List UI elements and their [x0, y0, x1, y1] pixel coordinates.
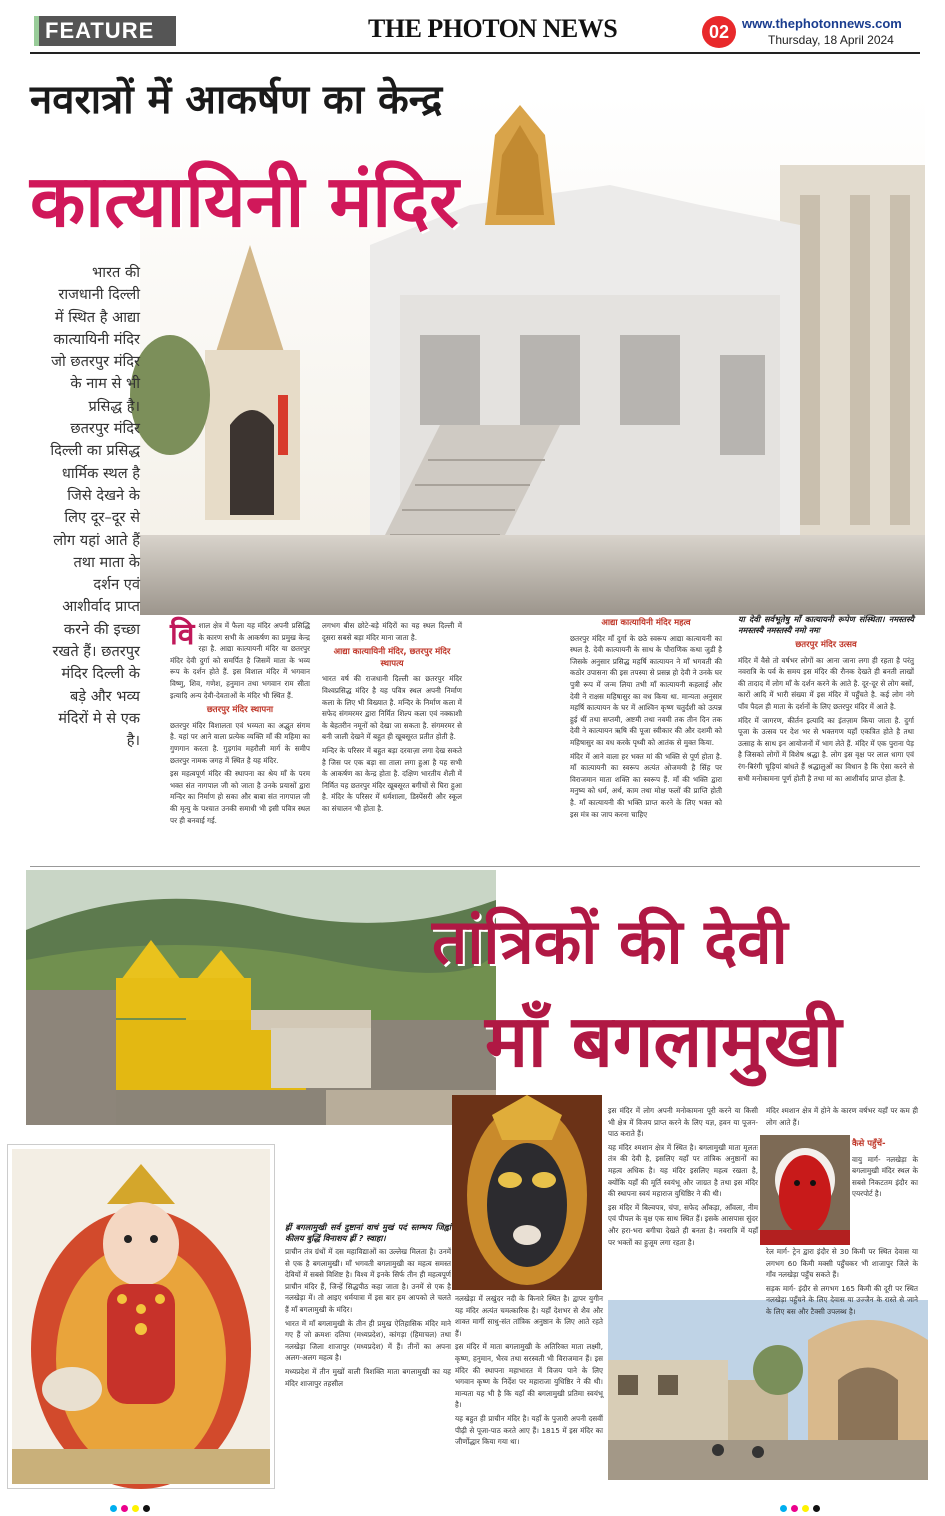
story2-road-route: सड़क मार्ग- इंदौर से लगभग 165 किमी की दूरी पर स्थित नलखेड़ा पहुँचने के लिए देवास या उज्जैन के रास्ते से जाने के लिए बस और टैक्सी उपलब्ध है।: [766, 1283, 918, 1316]
black-dot: [813, 1505, 820, 1512]
story2-air-route: वायु मार्ग- नलखेड़ा के बगलामुखी मंदिर स्थल के सबसे निकटतम इंदौर का एयरपोर्ट है।: [852, 1154, 918, 1199]
story2-col2-para3: यह बहुत ही प्राचीन मंदिर है। यहाँ के पुजारी अपनी दसवीं पीढ़ी से पूजा-पाठ करते आए हैं। 1815 में इस मंदिर का जीर्णोद्धार किया गया था।: [455, 1413, 603, 1447]
story2-column-4-top: [766, 1105, 918, 1135]
story2-column-4-routes: [766, 1246, 918, 1316]
story2-col3-para2: यह मंदिर श्मशान क्षेत्र में स्थित है। बगलामुखी माता मूलतः तंत्र की देवी है, इसलिए यहाँ पर तांत्रिक अनुष्ठानों का महत्व अधिक है। यह मंदिर इसलिए महत्व रखता है, क्योंकि यहाँ की मूर्ति स्वयंभू और जाग्रत है तथा इस मंदिर की स्थापना स्वयं महाराज युधिष्ठिर ने की थी।: [608, 1142, 758, 1199]
story1-col2-subhead: आद्या कात्यायिनी मंदिर, छतरपुर मंदिर स्थापत्य: [333, 647, 451, 669]
story1-column-2: [322, 620, 462, 860]
story1-col4-subhead: छतरपुर मंदिर उत्सव: [795, 640, 857, 650]
story2-rail-route: रेल मार्ग- ट्रेन द्वारा इंदौर से 30 किमी पर स्थित देवास या लगभग 60 किमी मक्सी पहुँचकर भी शाजापुर जिले के गाँव नलखेड़ा पहुँच सकते हैं।: [766, 1247, 918, 1280]
red-idol-photo: [760, 1135, 850, 1245]
baglamukhi-temple-photo: [26, 870, 496, 1125]
story2-column-4-beside: [852, 1135, 918, 1245]
cyan-dot: [110, 1505, 117, 1512]
cyan-dot: [780, 1505, 787, 1512]
page-number-badge: 02: [702, 16, 736, 48]
story1-col1-subhead: छतरपुर मंदिर स्थापना: [206, 705, 274, 716]
story2-headline-line1: तांत्रिकों की देवी: [432, 905, 788, 978]
story2-col1-para2: भारत में माँ बगलामुखी के तीन ही प्रमुख ऐतिहासिक मंदिर माने गए हैं जो क्रमशः दतिया (मध्यप्रदेश), कांगड़ा (हिमाचल) तथा नलखेड़ा जिला शाजापुर (मध्यप्रदेश) में हैं। तीनों का अपना अलग-अलग महत्व है।: [285, 1318, 451, 1363]
masthead: THE PHOTON NEWS: [368, 14, 618, 43]
story2-col3-para3: इस मंदिर में बिल्वपत्र, चंपा, सफेद आँकड़ा, आँवला, नीम एवं पीपल के वृक्ष एक साथ स्थित हैं। इसके आसपास सुंदर और हरा-भरा बगीचा देखते ही बनता है। नवरात्रि में यहाँ पर भक्तों का हुजूम लगा रहता है।: [608, 1202, 758, 1247]
story1-col1-para1: शाल क्षेत्र में फैला यह मंदिर अपनी प्रसिद्धि के कारण सभी के आकर्षण का प्रमुख केन्द्र रहा है. आद्या कात्यायनी मंदिर या छतरपुर मंदिर देवी दुर्गा को समर्पित है जिसमें माता के भव्य रूप के दर्शन होते हैं. इस विशाल मंदिर में भगवान विष्णु, शिव, गणेश, हनुमान तथा भगवान राम सीता इत्यादि अन्य देवी-देवताओं के मंदिर भी स्थित हैं.: [170, 621, 310, 700]
yellow-dot: [132, 1505, 139, 1512]
header-rule: [30, 52, 920, 54]
print-registration-dots-right: [780, 1497, 824, 1516]
story1-dropcap: वि: [170, 617, 195, 652]
story2-col4-para1: मंदिर श्मशान क्षेत्र में होने के कारण वर्षभर यहाँ पर कम ही लोग आते हैं।: [766, 1106, 918, 1127]
story1-column-3: [570, 614, 722, 860]
story1-col1-para2: छतरपुर मंदिर विशालता एवं भव्यता का अद्भुत संगम है. यहां पर आने वाला प्रत्येक व्यक्ति माँ की महिमा का गुणगान करता है. गुड़गांव महरौली मार्ग के समीप छतरपुर नामक जगह में स्थित है यह मंदिर.: [170, 720, 310, 765]
story-divider: [30, 866, 920, 867]
story2-col1-para3: मध्यप्रदेश में तीन मुखों वाली त्रिशक्ति माता बगलामुखी का यह मंदिर शाजापुर तहसील: [285, 1366, 451, 1388]
magenta-dot: [791, 1505, 798, 1512]
black-dot: [143, 1505, 150, 1512]
story1-column-1: [170, 617, 310, 860]
story2-headline-line2: माँ बगलामुखी: [485, 999, 842, 1083]
story2-column-3: [608, 1105, 758, 1297]
story1-col1-para3: इस महत्वपूर्ण मंदिर की स्थापना का श्रेय माँ के परम भक्त संत नागपाल जी को जाता है उनके प्रयासों द्वारा मन्दिर का निर्माण हो सका और बाबा संत नागपाल जी की मृत्यु के पश्चात उनकी समाधी भी इसी पवित्र स्थल पर ही बनवाई गई.: [170, 769, 310, 825]
story1-col4-para1: मंदिर में वैसे तो वर्षभर लोगों का आना जाना लगा ही रहता है परंतु नवरात्रि के पर्व के समय इस मंदिर की रौनक देखते ही बनती लाखों की तादाद में लोग माँ के दर्शन करने के आते है. दूर-दूर से लोग बसों, कारों आदि में भारी संख्या में इस मंदिर में पहुँचते है. कई लोग नंगे पाँव पैदल ही माता के दर्शनों के लिए छतरपुर मंदिर में आते है.: [738, 655, 914, 711]
story2-mantra-caption: ह्रीं बगलामुखी सर्व दुष्टानां वाचं मुखं पदं स्तम्भय जिह्वां कीलय बुद्धिं विनाशय ह्रीं ? स्वाहा।: [285, 1222, 451, 1243]
story1-headline: कात्यायिनी मंदिर: [30, 159, 459, 243]
issue-date: Thursday, 18 April 2024: [768, 33, 894, 47]
story1-mantra: या देवी सर्वभूतेषु माँ कात्यायनी रूपेण संस्थिता। नमस्तस्यै नमस्तस्यै नमस्तस्यै नमो नमः: [738, 614, 914, 635]
story2-how-to-reach: कैसे पहुँचें-: [852, 1139, 886, 1149]
baglamukhi-idol-photo: [8, 1145, 274, 1488]
section-tab: FEATURE: [34, 16, 176, 46]
story1-side-intro: भारत की राजधानी दिल्ली में स्थित है आद्या कात्यायिनी मंदिर जो छतरपुर मंदिर के नाम से भी प्रसिद्ध है। छतरपुर मंदिर दिल्ली का प्रसिद्ध धार्मिक स्थल है जिसे देखने के लिए दूर–दूर से लोग यहां आते हैं तथा माता के दर्शन एवं आशीर्वाद प्राप्त करने की इच्छा रखते हैं। छतरपुर मंदिर दिल्ली के बड़े और भव्य मंदिरों मे से एक है।: [50, 264, 140, 750]
nalkheda-street-photo: [608, 1300, 928, 1480]
story1-column-4: [738, 614, 914, 860]
story1-col3-subhead: आद्या कात्यायिनी मंदिर महत्व: [601, 618, 691, 628]
website-link[interactable]: www.thephotonnews.com: [742, 16, 902, 31]
story2-col3-para1: इस मंदिर में लोग अपनी मनोकामना पूरी करने या किसी भी क्षेत्र में विजय प्राप्त करने के लिए यज्ञ, हवन या पूजन-पाठ कराते हैं।: [608, 1106, 758, 1139]
story2-col2-para2: इस मंदिर में माता बगलामुखी के अतिरिक्त माता लक्ष्मी, कृष्ण, हनुमान, भैरव तथा सरस्वती भी विराजमान हैं। इस मंदिर की स्थापना महाभारत में विजय पाने के लिए भगवान कृष्ण के निर्देश पर महाराजा युधिष्ठिर ने की थी। मान्यता यह भी है कि यहाँ की बगलामुखी प्रतिमा स्वयंभू है।: [455, 1342, 603, 1410]
story1-col2-para2: भारत वर्ष की राजधानी दिल्ली का छतरपुर मंदिर विश्वप्रसिद्ध मंदिर है यह पवित्र स्थल अपनी निर्माण कला के लिए भी विख्यात है. मन्दिर के निर्माण कला में सफेद संगमरमर द्वारा निर्मित शिल्प कला एवं नक्काशी के बेहतरीन नमूनों को देखा जा सकता है. संगमरमर से बनी जाली देखने में बहुत ही खूबसूरत प्रतीत होती है.: [322, 674, 462, 742]
story1-col3-para2: मंदिर में आने वाला हर भक्त मां की भक्ति से पूर्ण होता है. माँ कात्यायनी का स्वरूप अत्यंत ओजमयी है सिंह पर विराजमान माता शक्ति का स्वरूप हैं. माँ की भक्ति द्वारा मनुष्य को धर्म, अर्थ, काम तथा मोक्ष फलों की प्राप्ति होती है. माँ कात्यायनी की भक्ति प्राप्त करने के लिए भक्त को इस मंत्र का जाप करना चाहिए: [570, 751, 722, 819]
story2-column-2: [455, 1293, 603, 1488]
story1-kicker: नवरात्रों में आकर्षण का केन्द्र: [30, 76, 443, 123]
story2-col1-para1: प्राचीन तंत्र ग्रंथों में दस महाविद्याओं का उल्लेख मिलता है। उनमें से एक है बगलामुखी। माँ भगवती बगलामुखी का महत्व समस्त देवियों में सबसे विशिष्ट है। विश्व में इनके सिर्फ तीन ही महत्वपूर्ण प्राचीन मंदिर हैं, जिन्हें सिद्धपीठ कहा जाता है। उनमें से एक है नलखेड़ा में। तो आइए धर्मयात्रा में इस बार हम आपको ले चलते हैं माँ बगलामुखी के मंदिर।: [285, 1247, 451, 1314]
story1-col2-para3: मन्दिर के परिसर में बहुत बड़ा दरवाज़ा लगा देख सकते है जिस पर एक बड़ा सा ताला लगा हुआ है यह सभी के आकर्षण का केन्द्र होता है. दक्षिण भारतीय शैली में निर्मित यह छतरपुर मंदिर खूबसूरत बगीचों से घिरा हुआ है. मंदिर के परिसर में धर्मशाला, डिस्पेंसरी और स्कूल का संचालन भी होता है.: [322, 745, 462, 813]
story1-col4-para2: मंदिर में जागरण, कीर्तन इत्यादि का इंतज़ाम किया जाता है. दुर्गा पूजा के उत्सव पर देश भर से भक्तगण यहाँ एकत्रित होते है तथा उत्साह के साथ इन आयोजनों में भाग लेते हैं. मंदिर में एक पुराना पेड़ है जिसको लोगों में विशेष श्रद्धा है. लोग इस वृक्ष पर लाल धागा एवं रंग-बिरंगी चूड़ियां बांधते हैं श्रद्धालुओं का विधान है कि ऐसा करने से सभी मनोकामना पूर्ण होती है तथा मां का आशीर्वाद प्राप्त होता है.: [738, 715, 914, 783]
magenta-dot: [121, 1505, 128, 1512]
story1-col2-para1: लगभग बीस छोटे-बड़े मंदिरों का यह स्थल दिल्ली में दूसरा सबसे बड़ा मंदिर माना जाता है.: [322, 621, 462, 642]
yellow-dot: [802, 1505, 809, 1512]
story1-col3-para1: छतरपुर मंदिर माँ दुर्गा के छठे स्वरूप आद्या कात्यायनी का स्थल है. देवी कात्यायनी के साथ के पौराणिक कथा जुडी है जिसके अनुसार प्रसिद्ध महर्षि कात्यायन ने माँ भगवती की कठोर उपासना की इस तपस्या से प्रसन्न हो देवी ने उनके घर पुत्री रूप में जन्म लिया तभी माँ कात्यायनी कहलाई और देवी ने राक्षस महिषासुर का वध किया था. मान्यता अनुसार महर्षि कात्यायन के घर में आश्विन कृष्ण चतुर्दशी को उत्पन्न हुई थीं तथा सप्तमी, अष्टमी तथा नवमी तक तीन दिन तक देवी ने कात्यायन ऋषि की पूजा स्वीकार की और दशमी को महिषासुर का वध करके पृथ्वी को आतंक से मुक्त किया.: [570, 633, 722, 747]
story2-column-1: [285, 1222, 451, 1488]
print-registration-dots: [110, 1497, 154, 1516]
baglamukhi-mask-photo: [452, 1095, 602, 1290]
story2-col2-para1: नलखेड़ा में लखुंदर नदी के किनारे स्थित है। द्वापर युगीन यह मंदिर अत्यंत चमत्कारिक है। यहाँ देशभर से शैव और शाक्त मार्गी साधु-संत तांत्रिक अनुष्ठान के लिए आते रहते हैं।: [455, 1294, 603, 1338]
